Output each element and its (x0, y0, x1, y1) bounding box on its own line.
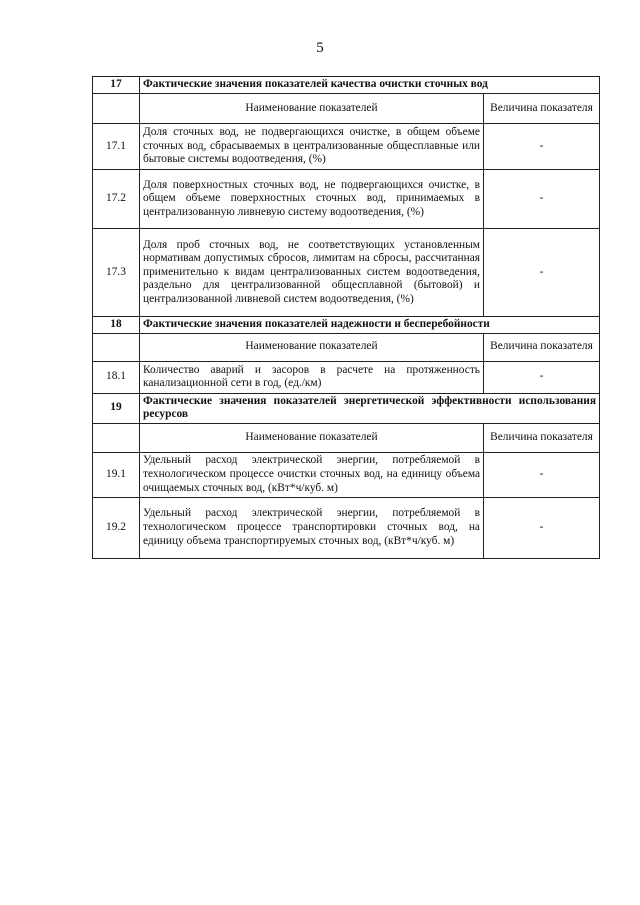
indicator-value: - (484, 124, 600, 170)
indicator-description: Доля сточных вод, не подвергающихся очистке, в общем объеме сточных вод, сбрасываемых в централизованные общесплавные или бытовые системы водоотведения, (%) (140, 124, 484, 170)
indicator-row-19-1 (93, 452, 600, 497)
indicator-row-18-1 (93, 361, 600, 393)
column-header-value: Величина показателя (484, 423, 600, 452)
column-header-name: Наименование показателей (140, 333, 484, 361)
column-header-row (93, 333, 600, 361)
section-title: Фактические значения показателей качества очистки сточных вод (140, 77, 600, 94)
indicator-row-17-3 (93, 229, 600, 317)
indicator-number: 18.1 (93, 361, 140, 393)
indicator-number: 17.2 (93, 170, 140, 229)
indicator-row-17-1 (93, 124, 600, 170)
section-number: 18 (93, 317, 140, 334)
indicator-description: Доля поверхностных сточных вод, не подвергающихся очистке, в общем объеме поверхностных сточных вод, принимаемых в централизованную ливневую систему водоотведения, (%) (140, 170, 484, 229)
indicator-row-17-2 (93, 170, 600, 229)
empty-cell (93, 94, 140, 124)
column-header-name: Наименование показателей (140, 423, 484, 452)
indicator-value: - (484, 170, 600, 229)
column-header-name: Наименование показателей (140, 94, 484, 124)
empty-cell (93, 423, 140, 452)
section-row-18 (93, 317, 600, 334)
column-header-row (93, 423, 600, 452)
section-title: Фактические значения показателей энергетической эффективности использования ресурсов (140, 393, 600, 423)
indicator-value: - (484, 497, 600, 558)
indicator-row-19-2 (93, 497, 600, 558)
indicator-description: Доля проб сточных вод, не соответствующих установленным нормативам допустимых сбросов, лимитам на сбросы, рассчитанная применительно к видам централизованных систем водоотведения, раздельно для централизованной общесплавной (бытовой) и централизованной ливневой систем водоотведения, (%) (140, 229, 484, 317)
empty-cell (93, 333, 140, 361)
indicator-number: 17.1 (93, 124, 140, 170)
indicator-description: Удельный расход электрической энергии, потребляемой в технологическом процессе очистки сточных вод, на единицу объема очищаемых сточных вод, (кВт*ч/куб. м) (140, 452, 484, 497)
indicator-description: Количество аварий и засоров в расчете на протяженность канализационной сети в год, (ед./км) (140, 361, 484, 393)
indicators-table (92, 76, 600, 559)
page-number: 5 (316, 40, 324, 56)
column-header-value: Величина показателя (484, 333, 600, 361)
indicator-value: - (484, 452, 600, 497)
indicator-description: Удельный расход электрической энергии, потребляемой в технологическом процессе транспортировки сточных вод, на единицу объема транспортируемых сточных вод, (кВт*ч/куб. м) (140, 497, 484, 558)
section-row-17 (93, 77, 600, 94)
indicator-number: 17.3 (93, 229, 140, 317)
section-number: 17 (93, 77, 140, 94)
section-title: Фактические значения показателей надежности и бесперебойности (140, 317, 600, 334)
indicator-number: 19.2 (93, 497, 140, 558)
section-row-19 (93, 393, 600, 423)
indicator-number: 19.1 (93, 452, 140, 497)
column-header-row (93, 94, 600, 124)
section-number: 19 (93, 393, 140, 423)
indicator-value: - (484, 229, 600, 317)
column-header-value: Величина показателя (484, 94, 600, 124)
indicator-value: - (484, 361, 600, 393)
